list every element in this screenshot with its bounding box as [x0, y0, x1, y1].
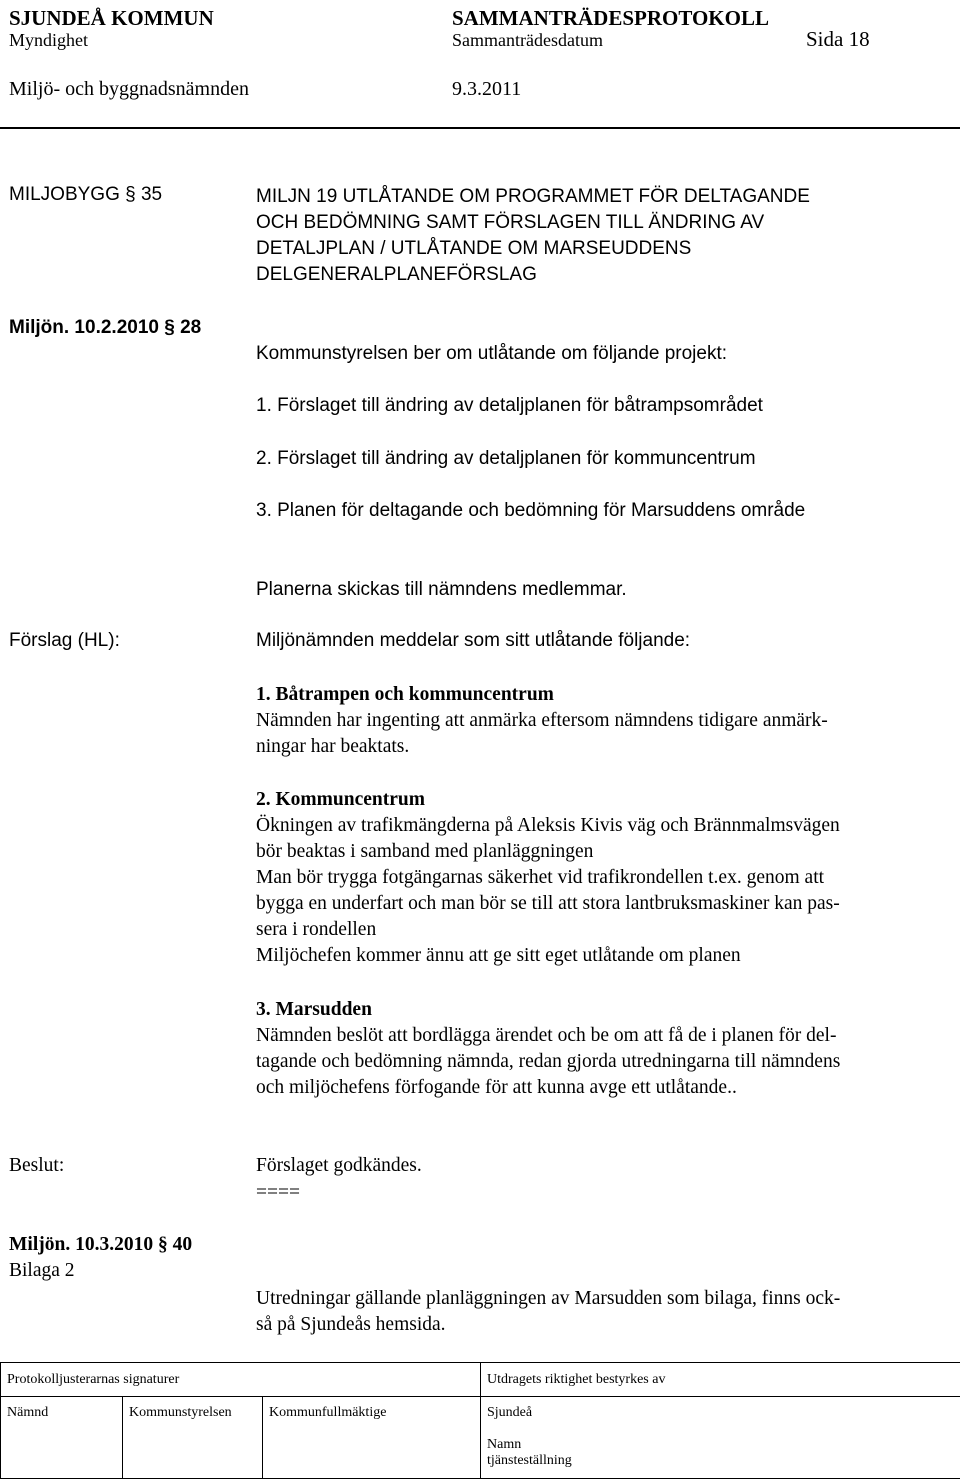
signature-cell-kommunfullmaktige: [263, 1397, 481, 1479]
attachment-text: [256, 1286, 946, 1338]
item-title: [256, 184, 810, 288]
certification-name: Namn: [487, 1437, 960, 1453]
section-line: sera i rondellen: [256, 917, 946, 943]
attachment-label: Bilaga 2: [9, 1260, 75, 1282]
header-divider: [0, 127, 960, 129]
section-line: och miljöchefens förfogande för att kunna avge ett utlåtande..: [256, 1075, 946, 1101]
doc-type: SAMMANTRÄDESPROTOKOLL: [452, 6, 769, 31]
section-line: ningar har beaktats.: [256, 734, 946, 760]
previous-reference: Miljön. 10.2.2010 § 28: [9, 317, 201, 339]
proposal-section-3: [256, 997, 946, 1101]
section-line: Miljöchefen kommer ännu att ge sitt eget utlåtande om planen: [256, 943, 946, 969]
item-reference: MILJOBYGG § 35: [9, 184, 162, 206]
certification-cell: [481, 1397, 960, 1479]
section-line: Nämnden har ingenting att anmärka eftersom nämndens tidigare anmärk-: [256, 708, 946, 734]
title-line: DETALJPLAN / UTLÅTANDE OM MARSEUDDENS: [256, 236, 810, 262]
proposal-section-1: [256, 682, 946, 760]
sent-note: Planerna skickas till nämndens medlemmar.: [256, 579, 627, 601]
attachment-line: Utredningar gällande planläggningen av Marsudden som bilaga, finns ock-: [256, 1286, 946, 1312]
attachment-line: så på Sjundeås hemsida.: [256, 1312, 946, 1338]
title-line: MILJN 19 UTLÅTANDE OM PROGRAMMET FÖR DELTAGANDE: [256, 184, 810, 210]
section-line: Ökningen av trafikmängderna på Aleksis Kivis väg och Brännmalmsvägen: [256, 813, 946, 839]
attachment-reference: Miljön. 10.3.2010 § 40: [9, 1234, 192, 1256]
signature-cell-namnd: [1, 1397, 123, 1479]
meeting-date: 9.3.2011: [452, 78, 521, 101]
section-heading: 1. Båtrampen och kommuncentrum: [256, 682, 946, 708]
org-name: SJUNDEÅ KOMMUN: [9, 6, 214, 31]
list-item: 1. Förslaget till ändring av detaljplanen för båtrampsområdet: [256, 395, 763, 417]
decision-label: Beslut:: [9, 1155, 64, 1177]
signature-label: Nämnd: [7, 1405, 122, 1421]
signature-cell-kommunstyrelsen: [123, 1397, 263, 1479]
certification-header: Utdragets riktighet bestyrkes av: [481, 1363, 960, 1397]
section-line: Man bör trygga fotgängarnas säkerhet vid trafikrondellen t.ex. genom att: [256, 865, 946, 891]
title-line: OCH BEDÖMNING SAMT FÖRSLAGEN TILL ÄNDRING AV: [256, 210, 810, 236]
section-line: tagande och bedömning nämnda, redan gjorda utredningarna till nämndens: [256, 1049, 946, 1075]
authority-label: Myndighet: [9, 30, 88, 51]
signature-label: Kommunstyrelsen: [129, 1405, 262, 1421]
page-number: Sida 18: [806, 27, 870, 52]
proposal-intro: Miljönämnden meddelar som sitt utlåtande följande:: [256, 630, 690, 652]
certification-place: Sjundeå: [487, 1405, 960, 1421]
section-line: Nämnden beslöt att bordlägga ärendet och be om att få de i planen för del-: [256, 1023, 946, 1049]
title-line: DELGENERALPLANEFÖRSLAG: [256, 262, 810, 288]
proposal-section-2: [256, 787, 946, 969]
section-heading: 3. Marsudden: [256, 997, 946, 1023]
section-line: bör beaktas i samband med planläggningen: [256, 839, 946, 865]
decision-underline: ====: [256, 1182, 300, 1204]
certification-position: tjänsteställning: [487, 1453, 960, 1469]
section-line: bygga en underfart och man bör se till att stora lantbruksmaskiner kan pas-: [256, 891, 946, 917]
list-item: 2. Förslaget till ändring av detaljplanen för kommuncentrum: [256, 448, 756, 470]
authority-name: Miljö- och byggnadsnämnden: [9, 78, 249, 101]
request-intro: Kommunstyrelsen ber om utlåtande om följande projekt:: [256, 343, 727, 365]
list-item: 3. Planen för deltagande och bedömning för Marsuddens område: [256, 500, 805, 522]
signature-table: [0, 1362, 960, 1479]
date-label: Sammanträdesdatum: [452, 30, 603, 51]
proposal-label: Förslag (HL):: [9, 630, 120, 652]
signatures-header: Protokolljusterarnas signaturer: [1, 1363, 481, 1397]
signature-label: Kommunfullmäktige: [269, 1405, 480, 1421]
section-heading: 2. Kommuncentrum: [256, 787, 946, 813]
decision-text: Förslaget godkändes.: [256, 1155, 422, 1177]
